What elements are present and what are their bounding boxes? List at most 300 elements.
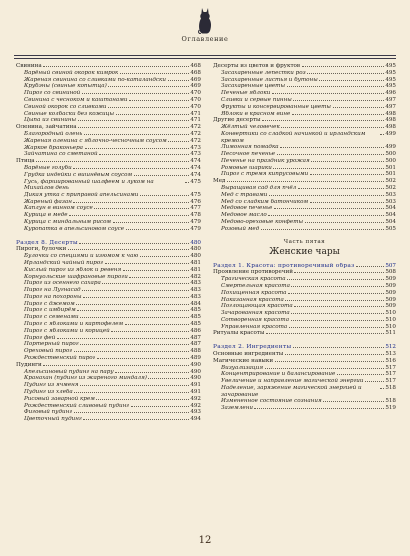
toc-entry <box>213 310 396 317</box>
toc-leader-dots <box>74 392 189 393</box>
toc-entry-title: Каплун в винном соусе <box>24 205 93 212</box>
toc-page-number: 481 <box>190 259 201 266</box>
toc-entry-title: Измененное состояние сознания <box>221 398 322 405</box>
toc-page-number: 512 <box>385 344 396 351</box>
toc-leader-dots <box>277 154 384 155</box>
toc-entry <box>213 226 396 233</box>
toc-page-number: 470 <box>190 103 201 110</box>
toc-leader-dots <box>80 317 189 318</box>
toc-leader-dots <box>298 188 384 189</box>
toc-page-number: 477 <box>190 205 201 212</box>
toc-entry <box>16 314 201 321</box>
toc-entry <box>16 348 201 355</box>
toc-entry-title: Жареный фазан <box>24 198 72 205</box>
toc-entry-title: Пирог с джемом <box>24 300 75 307</box>
toc-entry-title: Проявление противоречий <box>213 269 293 276</box>
toc-entry-title: Грудка индейки с вишнёвым соусом <box>24 171 133 178</box>
toc-entry <box>16 145 201 152</box>
toc-page-number: 494 <box>190 416 201 423</box>
toc-page-number: 469 <box>190 83 201 90</box>
toc-entry <box>16 280 201 287</box>
toc-leader-dots <box>294 272 383 273</box>
toc-entry-title: Кранахан (пудинг из жареного миндаля) <box>24 375 147 382</box>
part-title: Женские чары <box>269 246 340 257</box>
toc-leader-dots <box>291 286 383 287</box>
toc-page-number: 518 <box>385 398 396 405</box>
toc-leader-dots <box>281 127 383 128</box>
toc-entry <box>16 205 201 212</box>
toc-page-number: 495 <box>385 69 396 76</box>
toc-entry-title: Варёный свиной окорок кимрок <box>24 69 119 76</box>
toc-page-number: 509 <box>385 303 396 310</box>
toc-page-number: 503 <box>385 191 396 198</box>
toc-entry <box>213 385 396 398</box>
toc-leader-dots <box>274 208 384 209</box>
toc-leader-dots <box>97 358 189 359</box>
toc-page-number: 487 <box>190 341 201 348</box>
toc-entry <box>16 165 201 172</box>
toc-page-number: 499 <box>385 130 396 137</box>
toc-entry <box>213 303 396 310</box>
toc-leader-dots <box>293 347 384 348</box>
toc-entry <box>213 144 396 151</box>
toc-page-number: 492 <box>190 402 201 409</box>
toc-entry-title: Раздел 2. Ингредиенты <box>213 344 292 351</box>
toc-entry-title: Мед <box>213 178 226 185</box>
toc-entry <box>213 158 396 165</box>
toc-entry <box>16 179 201 192</box>
toc-leader-dots <box>116 114 189 115</box>
toc-page-number: 474 <box>190 158 201 165</box>
toc-entry-title: Жареная свинина со сливками по-каталандски <box>24 76 166 83</box>
toc-page-number: 495 <box>385 76 396 83</box>
toc-leader-dots <box>285 354 384 355</box>
toc-page-number: 472 <box>190 130 201 137</box>
toc-entry <box>213 165 396 172</box>
toc-entry <box>16 253 201 260</box>
toc-leader-dots <box>129 277 189 278</box>
toc-page-number: 500 <box>385 157 396 164</box>
toc-entry-title: Жёлтый человечек <box>221 124 280 131</box>
toc-page-number: 474 <box>190 171 201 178</box>
toc-entry-title: Жареная оленина с яблочно-чесночным соусом <box>24 137 167 144</box>
toc-entry <box>213 192 396 199</box>
toc-entry-title: Наказанная красота <box>221 296 284 303</box>
toc-section-entry <box>16 240 201 247</box>
toc-entry-title: Свиной окорок со сливками <box>24 103 107 110</box>
toc-leader-dots <box>77 310 189 311</box>
toc-entry-title: Портерный пирог <box>24 341 79 348</box>
toc-page-number: 516 <box>385 357 396 364</box>
toc-right-top <box>213 63 396 233</box>
toc-entry <box>16 70 201 77</box>
cat-silhouette-icon <box>198 6 212 34</box>
toc-entry <box>16 267 201 274</box>
toc-entry-title: Поглощающая красота <box>221 303 293 310</box>
toc-entry-title: Рисовый заварной крем <box>24 395 95 402</box>
toc-gap <box>16 233 201 238</box>
toc-entry-title: Трагическая красота <box>221 276 286 283</box>
toc-leader-dots <box>227 181 384 182</box>
toc-entry <box>16 389 201 396</box>
toc-entry-title: Увеличение и направление магической энергии <box>221 378 364 385</box>
toc-entry-title: Заземлени <box>221 405 253 412</box>
toc-entry <box>16 97 201 104</box>
toc-heading-entry <box>213 330 396 337</box>
toc-entry-title: Выращивая сад для пчёл <box>221 184 297 191</box>
toc-entry-title: Курица в меде <box>24 212 68 219</box>
toc-entry <box>16 301 201 308</box>
toc-entry <box>213 151 396 158</box>
toc-entry <box>16 328 201 335</box>
toc-leader-dots <box>82 290 189 291</box>
toc-leader-dots <box>102 283 189 284</box>
toc-entry-title: Засахаренные цветы <box>221 83 286 90</box>
toc-entry-title: Медовое печенье <box>221 205 273 212</box>
toc-page-number: 488 <box>190 348 201 355</box>
toc-leader-dots <box>168 141 189 142</box>
toc-page-number: 480 <box>190 253 201 260</box>
toc-leader-dots <box>262 120 384 121</box>
toc-entry-title: Пирог с яблоками и корицей <box>24 327 110 334</box>
toc-entry <box>16 172 201 179</box>
toc-page-number: 481 <box>190 266 201 273</box>
toc-leader-dots <box>273 168 384 169</box>
toc-entry <box>213 111 396 118</box>
toc-entry-title: Печенье на праздник урожая <box>221 157 310 164</box>
toc-entry-title: Пирог фей <box>24 334 56 341</box>
toc-leader-dots <box>356 266 384 267</box>
toc-heading-entry <box>16 63 201 70</box>
toc-entry-title: Фрукты и консервированные цветы <box>221 103 331 110</box>
toc-entry <box>213 83 396 90</box>
toc-entry-title: Пирог из осеннего сахара <box>24 280 101 287</box>
toc-page-number: 480 <box>190 246 201 253</box>
toc-entry <box>16 274 201 281</box>
toc-page-number: 486 <box>190 327 201 334</box>
toc-entry <box>16 375 201 382</box>
toc-entry <box>213 276 396 283</box>
toc-page-number: 479 <box>190 218 201 225</box>
toc-leader-dots <box>254 408 383 409</box>
toc-page-number: 498 <box>385 124 396 131</box>
toc-entry <box>16 409 201 416</box>
toc-page-number: 519 <box>385 405 396 412</box>
toc-entry-title: Пудинги <box>16 361 42 368</box>
toc-entry-title: Пирог на похороны <box>24 293 82 300</box>
toc-leader-dots <box>185 182 189 183</box>
toc-section-entry <box>213 344 396 351</box>
toc-page-number: 491 <box>190 382 201 389</box>
toc-entry-title: Ирландский чайный пирог <box>24 259 104 266</box>
toc-leader-dots <box>293 100 383 101</box>
toc-entry-title: Ритуалы красоты <box>213 330 265 337</box>
toc-entry <box>16 335 201 342</box>
toc-gap <box>213 337 396 342</box>
toc-entry-title: Мед со сладким батончиком <box>221 198 309 205</box>
toc-entry-title: Булочки со специями и изюмом к чаю <box>24 253 139 260</box>
toc-page-number: 495 <box>385 83 396 90</box>
toc-page-number: 510 <box>385 323 396 330</box>
toc-leader-dots <box>319 80 384 81</box>
toc-leader-dots <box>68 249 189 250</box>
toc-entry <box>16 212 201 219</box>
toc-leader-dots <box>43 66 189 67</box>
toc-entry-title: Пирог с имбирём <box>24 307 76 314</box>
toc-right-bottom <box>213 263 396 412</box>
toc-leader-dots <box>126 229 189 230</box>
toc-entry-title: Цыпа из свинины <box>24 117 77 124</box>
toc-right-column <box>213 63 396 412</box>
toc-leader-dots <box>111 331 189 332</box>
toc-page-number: 482 <box>190 273 201 280</box>
toc-entry <box>213 405 396 412</box>
toc-leader-dots <box>78 120 189 121</box>
toc-entry-title: Гусь, фаршированный шалфеем и луком на Михайлов день <box>24 178 154 192</box>
toc-leader-dots <box>43 365 189 366</box>
toc-page-number: 490 <box>190 375 201 382</box>
toc-page-number: 478 <box>190 212 201 219</box>
toc-entry <box>213 124 396 131</box>
toc-leader-dots <box>74 351 189 352</box>
toc-leader-dots <box>310 174 384 175</box>
toc-page-number: 483 <box>190 287 201 294</box>
toc-entry-title: Пирог с тремя кипрусовыми <box>221 171 309 178</box>
toc-leader-dots <box>268 215 384 216</box>
toc-entry-title: Раздел 1. Красота: противоречивый образ <box>213 262 355 269</box>
toc-entry-title: Ореховый пирог <box>24 348 73 355</box>
toc-entry-title: Визуализация <box>221 364 264 371</box>
toc-entry-title: Пироги, булочки <box>16 246 67 253</box>
toc-leader-dots <box>307 73 384 74</box>
toc-entry <box>16 83 201 90</box>
toc-page-number: 489 <box>190 355 201 362</box>
toc-entry <box>213 283 396 290</box>
page-number: 12 <box>198 535 212 546</box>
toc-entry-title: Крубэны (свиные копытца) <box>24 83 107 90</box>
toc-entry <box>213 317 396 324</box>
toc-leader-dots <box>96 399 188 400</box>
toc-leader-dots <box>265 368 384 369</box>
toc-entry-title: Ромовые шарики <box>221 164 272 171</box>
toc-page-number: 518 <box>385 385 396 392</box>
toc-heading-entry <box>213 269 396 276</box>
toc-entry <box>16 355 201 362</box>
toc-entry <box>16 219 201 226</box>
toc-page-number: 472 <box>190 124 201 131</box>
toc-leader-dots <box>120 73 189 74</box>
toc-entry-title: Раздел 8. Десерты <box>16 239 78 246</box>
toc-page-number: 490 <box>190 368 201 375</box>
toc-entry-title: Пудинг из хлеба <box>24 389 73 396</box>
toc-page-number: 503 <box>385 198 396 205</box>
toc-page-number: 511 <box>385 330 396 337</box>
toc-leader-dots <box>294 306 384 307</box>
toc-entry <box>213 324 396 331</box>
toc-entry-title: Медовое масло <box>221 212 267 219</box>
toc-entry-title: Апельсиновый пудинг на пару <box>24 368 114 375</box>
toc-leader-dots <box>168 80 189 81</box>
toc-page-number: 509 <box>385 296 396 303</box>
toc-page-number: 505 <box>385 225 396 232</box>
toc-leader-dots <box>380 388 384 389</box>
toc-leader-dots <box>310 202 384 203</box>
toc-leader-dots <box>57 338 189 339</box>
toc-page-number: 491 <box>190 389 201 396</box>
part-label: Часть пятая <box>283 238 326 245</box>
toc-entry-title: Мед с травами <box>221 191 268 198</box>
toc-entry <box>16 151 201 158</box>
toc-entry-title: Свинина с чесноком и каштанами <box>24 96 128 103</box>
toc-page-number: 472 <box>190 137 201 144</box>
toc-entry <box>16 111 201 118</box>
toc-entry-title: Пирог со свининой <box>24 90 81 97</box>
toc-page-number: 483 <box>190 280 201 287</box>
toc-page-number: 501 <box>385 164 396 171</box>
toc-entry-title: Оленина, зайчатина <box>16 124 77 131</box>
toc-leader-dots <box>108 86 188 87</box>
toc-entry <box>213 219 396 226</box>
toc-page-number: 513 <box>385 351 396 358</box>
toc-leader-dots <box>291 313 384 314</box>
toc-entry-title: Десерты из цветов и фруктов <box>213 63 301 69</box>
toc-leader-dots <box>94 208 189 209</box>
toc-entry <box>213 212 396 219</box>
toc-leader-dots <box>85 148 189 149</box>
toc-page-number: 497 <box>385 96 396 103</box>
toc-page-number: 499 <box>385 144 396 151</box>
toc-page-number: 507 <box>385 262 396 269</box>
toc-entry-title: Пирог с яблоками и картофелем <box>24 321 124 328</box>
toc-entry-title: Яблоки в красном вине <box>221 110 291 117</box>
toc-entry-title: Лимонная помадка <box>221 144 279 151</box>
toc-page-number: 509 <box>385 289 396 296</box>
toc-entry-title: Засахаренные лепестки роз <box>221 69 306 76</box>
toc-page-number: 474 <box>190 164 201 171</box>
toc-leader-dots <box>74 412 189 413</box>
toc-leader-dots <box>275 361 384 362</box>
toc-entry <box>213 199 396 206</box>
toc-entry <box>213 70 396 77</box>
toc-leader-dots <box>99 154 189 155</box>
toc-page-number: 500 <box>385 150 396 157</box>
toc-leader-dots <box>140 256 189 257</box>
toc-page-number: 476 <box>190 198 201 205</box>
toc-entry-title: Курица с миндальным рисом <box>24 218 112 225</box>
toc-entry-title: Свинина <box>16 63 42 69</box>
toc-page-number: 504 <box>385 205 396 212</box>
toc-entry-title: Сотворенная красота <box>221 316 290 323</box>
toc-page-number: 473 <box>190 144 201 151</box>
toc-entry <box>16 117 201 124</box>
toc-page-number: 504 <box>385 218 396 225</box>
toc-page-number: 471 <box>190 110 201 117</box>
toc-entry-title: Благородный олень <box>24 130 83 137</box>
toc-entry-title: Зачарованная красота <box>221 310 290 317</box>
toc-leader-dots <box>69 215 189 216</box>
toc-leader-dots <box>80 385 189 386</box>
toc-entry <box>16 131 201 138</box>
toc-entry-title: Рождественский пирог <box>24 355 96 362</box>
toc-entry-title: Конвертики со сладкой начинкой и ирландским кремом <box>221 130 366 144</box>
toc-leader-dots <box>105 263 189 264</box>
toc-entry <box>16 192 201 199</box>
toc-entry <box>16 369 201 376</box>
toc-entry <box>16 294 201 301</box>
toc-page-number: 473 <box>190 151 201 158</box>
toc-leader-dots <box>123 270 189 271</box>
toc-page-number: 470 <box>190 96 201 103</box>
header-rule <box>14 55 396 59</box>
toc-leader-dots <box>287 279 384 280</box>
toc-heading-entry <box>213 351 396 358</box>
toc-leader-dots <box>285 300 383 301</box>
toc-page-number: 517 <box>385 371 396 378</box>
toc-leader-dots <box>280 147 384 148</box>
toc-entry <box>213 378 396 385</box>
toc-page-number: 480 <box>190 239 201 246</box>
toc-leader-dots <box>73 168 189 169</box>
toc-entry <box>16 104 201 111</box>
header-label: Оглавление <box>181 35 229 43</box>
toc-entry-title: Кислый пирог из яблок и ревеня <box>24 266 122 273</box>
toc-page-number: 498 <box>385 117 396 124</box>
toc-entry-title: Цветочный пудинг <box>24 416 82 423</box>
toc-leader-dots <box>134 175 189 176</box>
toc-page-number: 468 <box>190 63 201 69</box>
toc-entry-title: Пудинг из ячменя <box>24 382 79 389</box>
toc-entry <box>213 77 396 84</box>
toc-entry <box>16 396 201 403</box>
toc-page-number: 496 <box>385 90 396 97</box>
toc-page-number: 492 <box>190 395 201 402</box>
toc-entry <box>16 382 201 389</box>
toc-entry <box>16 77 201 84</box>
toc-page-number: 475 <box>190 191 201 198</box>
toc-leader-dots <box>337 374 384 375</box>
toc-entry <box>16 260 201 267</box>
toc-leader-dots <box>380 134 384 135</box>
toc-entry-title: Пирог с семенами <box>24 314 79 321</box>
toc-leader-dots <box>131 406 189 407</box>
toc-entry <box>213 365 396 372</box>
toc-entry <box>16 287 201 294</box>
toc-entry <box>213 171 396 178</box>
toc-entry <box>16 321 201 328</box>
toc-page-number: 470 <box>190 90 201 97</box>
toc-leader-dots <box>78 127 189 128</box>
toc-page-number: 483 <box>190 293 201 300</box>
toc-leader-dots <box>148 378 188 379</box>
toc-entry <box>16 199 201 206</box>
toc-entry <box>213 398 396 405</box>
toc-leader-dots <box>289 327 384 328</box>
toc-entry-title: Рождественский сливовый пудинг <box>24 402 130 409</box>
toc-entry-title: Корнуольские шафрановые пироги <box>24 273 128 280</box>
toc-entry <box>213 185 396 192</box>
toc-page-number: 485 <box>190 321 201 328</box>
toc-entry-title: Фиговый пудинг <box>24 409 73 416</box>
toc-leader-dots <box>83 419 189 420</box>
toc-entry-title: Птица <box>16 158 35 165</box>
toc-heading-entry <box>16 246 201 253</box>
toc-page-number: 493 <box>190 409 201 416</box>
toc-left-column <box>16 63 201 423</box>
toc-entry-title: Куропатка в апельсиновом соусе <box>24 225 125 232</box>
toc-page-number: 502 <box>385 178 396 185</box>
toc-leader-dots <box>84 134 189 135</box>
toc-leader-dots <box>125 324 189 325</box>
